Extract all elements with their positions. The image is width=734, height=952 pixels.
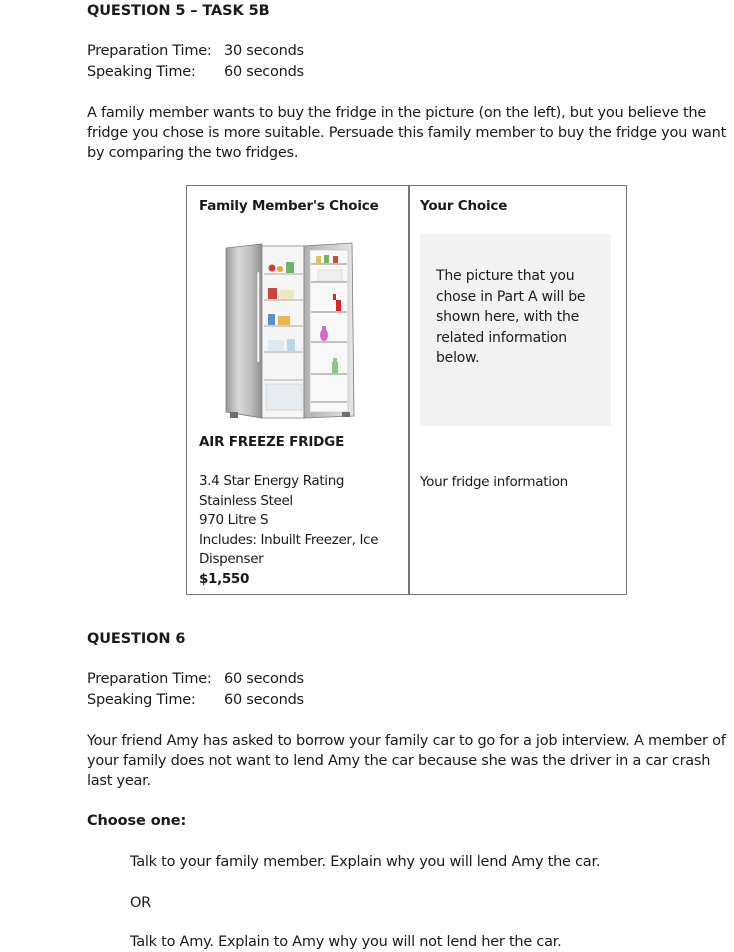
or-separator: OR xyxy=(130,895,151,911)
feature-energy-rating: 3.4 Star Energy Rating xyxy=(199,473,345,489)
q5-prompt: A family member wants to buy the fridge in the picture (on the left), but you believe the fridge you chose is more suitable. Persuade this family member to buy the fridge you want by comparing the two fridges. xyxy=(87,105,727,161)
question-5-title: QUESTION 5 – TASK 5B xyxy=(87,3,270,19)
fridge-name: AIR FREEZE FRIDGE xyxy=(199,434,345,450)
option-2: Talk to Amy. Explain to Amy why you will not lend her the car. xyxy=(130,934,562,950)
choose-one-label: Choose one: xyxy=(87,813,187,829)
q6-prep-value: 60 seconds xyxy=(224,671,304,687)
feature-material: Stainless Steel xyxy=(199,492,293,509)
fridge-image xyxy=(224,242,369,422)
your-choice-header: Your Choice xyxy=(420,198,508,214)
option-1: Talk to your family member. Explain why you will lend Amy the car. xyxy=(130,854,601,870)
feature-capacity: 970 Litre S xyxy=(199,512,269,528)
q6-prompt: Your friend Amy has asked to borrow your family car to go for a job interview. A member of your family does not want to lend Amy the car because she was the driver in a car crash last year. xyxy=(87,733,726,789)
q6-speak-label: Speaking Time: xyxy=(87,692,196,708)
q5-prep-value: 30 seconds xyxy=(224,43,304,59)
q6-speak-value: 60 seconds xyxy=(224,692,304,708)
table-column-divider xyxy=(408,186,410,594)
q6-speaking-time xyxy=(87,690,304,711)
fridge-features xyxy=(199,472,399,589)
fridge-comparison-table xyxy=(186,185,627,595)
fridge-price: $1,550 xyxy=(199,570,249,587)
q6-prep-label: Preparation Time: xyxy=(87,671,212,687)
q5-speak-label: Speaking Time: xyxy=(87,64,196,80)
feature-includes: Includes: Inbuilt Freezer, Ice Dispenser xyxy=(199,531,379,567)
question-6-title: QUESTION 6 xyxy=(87,631,186,647)
q5-prep-label: Preparation Time: xyxy=(87,43,212,59)
chosen-picture-placeholder xyxy=(420,234,611,426)
your-fridge-information: Your fridge information xyxy=(420,474,568,490)
q6-preparation-time xyxy=(87,669,304,690)
q5-speaking-time xyxy=(87,62,304,83)
family-choice-header: Family Member's Choice xyxy=(199,198,379,214)
q5-preparation-time xyxy=(87,41,304,62)
placeholder-text: The picture that you chose in Part A will be shown here, with the related information below. xyxy=(436,268,586,366)
q5-speak-value: 60 seconds xyxy=(224,64,304,80)
